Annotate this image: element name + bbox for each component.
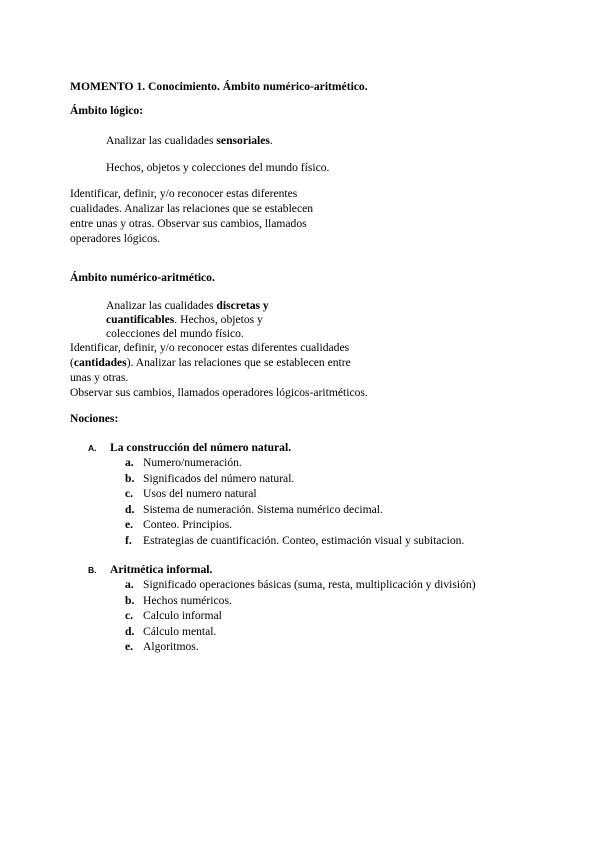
- document-heading: MOMENTO 1. Conocimiento. Ámbito numérico-aritmético.: [70, 80, 368, 93]
- list-item: [125, 593, 232, 609]
- item-label: c.: [125, 487, 134, 500]
- logico-cualidades-line: [106, 133, 273, 149]
- section-title: Aritmética informal.: [110, 563, 213, 576]
- list-item: [125, 517, 232, 533]
- numerico-l2-post: . Hechos, objetos y: [174, 313, 263, 326]
- item-text: Conteo. Principios.: [143, 518, 233, 531]
- logico-para-line: entre unas y otras. Observar sus cambios, llamados: [70, 217, 307, 230]
- section-letter: B.: [88, 565, 97, 575]
- list-item: [125, 455, 242, 471]
- item-label: d.: [125, 503, 135, 516]
- logico-p1-post: .: [269, 134, 273, 147]
- nociones-title: Nociones:: [70, 412, 119, 425]
- logico-p1-bold: sensoriales: [216, 134, 270, 147]
- list-item: [125, 533, 464, 549]
- item-label: d.: [125, 625, 135, 638]
- list-item: [125, 502, 383, 518]
- numerico-line-3: colecciones del mundo físico.: [106, 327, 244, 340]
- list-item: [125, 624, 216, 640]
- item-label: c.: [125, 609, 134, 622]
- numerico-line-7: Observar sus cambios, llamados operadores lógicos-aritméticos.: [70, 386, 368, 399]
- logico-hechos-line: Hechos, objetos y colecciones del mundo físico.: [106, 161, 330, 174]
- logico-p1-pre: Analizar las cualidades: [106, 134, 217, 147]
- item-text: Algoritmos.: [143, 640, 199, 653]
- numerico-l5-pre: (: [70, 356, 74, 369]
- numerico-l1-bold: discretas y: [216, 299, 269, 312]
- list-item: [125, 471, 294, 487]
- list-item: [125, 486, 257, 502]
- numerico-line-5: [70, 355, 351, 371]
- item-text: Significados del número natural.: [143, 472, 295, 485]
- item-text: Sistema de numeración. Sistema numérico decimal.: [143, 503, 383, 516]
- item-label: e.: [125, 640, 134, 653]
- numerico-l5-bold: cantidades: [73, 356, 127, 369]
- item-text: Usos del numero natural: [143, 487, 257, 500]
- item-label: f.: [125, 534, 132, 547]
- numerico-line-6: unas y otras.: [70, 371, 129, 384]
- item-label: a.: [125, 578, 134, 591]
- numerico-title: Ámbito numérico-aritmético.: [70, 271, 215, 284]
- item-text: Calculo informal: [143, 609, 222, 622]
- item-text: Numero/numeración.: [143, 456, 242, 469]
- item-label: e.: [125, 518, 134, 531]
- item-text: Significado operaciones básicas (suma, resta, multiplicación y división): [143, 578, 476, 591]
- logico-para-line: cualidades. Analizar las relaciones que se establecen: [70, 202, 314, 215]
- item-text: Cálculo mental.: [143, 625, 217, 638]
- item-label: a.: [125, 456, 134, 469]
- list-item: [125, 577, 476, 593]
- logico-para-line: Identificar, definir, y/o reconocer estas diferentes: [70, 187, 298, 200]
- numerico-l2-bold: cuantificables: [106, 313, 175, 326]
- item-label: b.: [125, 594, 135, 607]
- section-letter: A.: [88, 443, 97, 453]
- list-item: [125, 608, 222, 624]
- list-item: [125, 639, 199, 655]
- logico-title: Ámbito lógico:: [70, 104, 144, 117]
- numerico-line-4: Identificar, definir, y/o reconocer estas diferentes cualidades: [70, 341, 350, 354]
- numerico-l5-post: ). Analizar las relaciones que se establecen entre: [126, 356, 351, 369]
- logico-para-line: operadores lógicos.: [70, 232, 161, 245]
- item-label: b.: [125, 472, 135, 485]
- section-title: La construcción del número natural.: [110, 441, 292, 454]
- numerico-l1-pre: Analizar las cualidades: [106, 299, 217, 312]
- item-text: Hechos numéricos.: [143, 594, 232, 607]
- item-text: Estrategias de cuantificación. Conteo, estimación visual y subitacion.: [143, 534, 465, 547]
